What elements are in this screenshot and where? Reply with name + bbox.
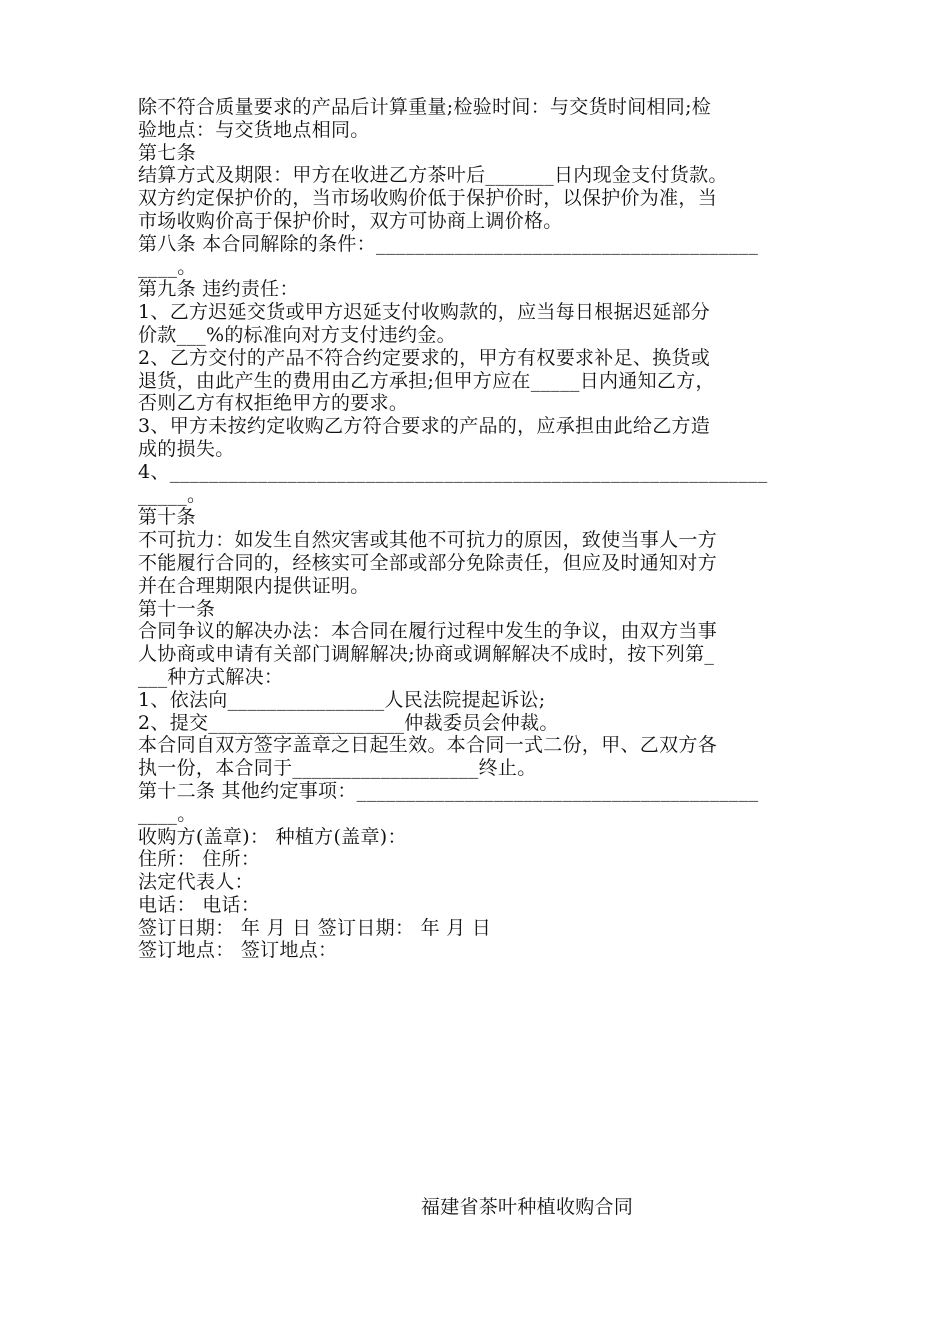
text-line: 验地点：与交货地点相同。 [138,118,370,141]
text-line: 1、乙方迟延交货或甲方迟延支付收购款的，应当每日根据迟延部分 [138,301,711,324]
contract-body [138,96,818,962]
article-heading: 第十二条 其他约定事项：_________________________________________ [138,779,759,802]
document-footer-title: 福建省茶叶种植收购合同 [420,1196,634,1218]
text-line: 双方约定保护价的，当市场收购价低于保护价时，以保护价为准，当 [138,187,718,210]
signature-line: 签订地点： 签订地点： [138,939,338,962]
text-line: 退货，由此产生的费用由乙方承担;但甲方应在_____日内通知乙方， [138,369,715,392]
article-heading: 第十条 [138,506,196,529]
text-line: ____。 [138,255,197,278]
text-line: 并在合理期限内提供证明。 [138,574,370,597]
article-heading: 第九条 违约责任： [138,278,299,301]
text-line: _____。 [138,483,207,506]
text-line: 成的损失。 [138,437,235,460]
text-line: 4、_____________________________________________________________ [138,460,768,483]
signature-line: 法定代表人： [138,871,254,894]
text-line: 3、甲方未按约定收购乙方符合要求的产品的，应承担由此给乙方造 [138,415,711,438]
text-line: ____。 [138,802,197,825]
signature-line: 签订日期： 年 月 日 签订日期： 年 月 日 [138,916,492,939]
article-heading: 第七条 [138,141,196,164]
text-line: 2、乙方交付的产品不符合约定要求的，甲方有权要求补足、换货或 [138,346,711,369]
text-line: 1、依法向________________人民法院提起诉讼; [138,688,546,711]
text-line: 不能履行合同的，经核实可全部或部分免除责任，但应及时通知对方 [138,551,718,574]
signature-line: 收购方(盖章)： 种植方(盖章)： [138,825,407,848]
text-line: 价款___%的标准向对方支付违约金。 [138,323,456,346]
text-line: 不可抗力：如发生自然灾害或其他不可抗力的原因，致使当事人一方 [138,529,718,552]
text-line: 结算方式及期限：甲方在收进乙方茶叶后_______日内现金支付货款。 [138,164,728,187]
article-heading: 第十一条 [138,597,216,620]
text-line: 本合同自双方签字盖章之日起生效。本合同一式二份，甲、乙双方各 [138,734,718,757]
text-line: 除不符合质量要求的产品后计算重量;检验时间：与交货时间相同;检 [138,96,712,118]
text-line: ___种方式解决： [138,665,284,688]
article-heading: 第八条 本合同解除的条件：_______________________________________ [138,232,759,255]
signature-line: 住所： 住所： [138,848,261,871]
text-line: 合同争议的解决办法：本合同在履行过程中发生的争议，由双方当事 [138,620,718,643]
text-line: 人协商或申请有关部门调解解决;协商或调解解决不成时，按下列第_ [138,643,715,666]
text-line: 执一份，本合同于___________________终止。 [138,757,537,780]
signature-line: 电话： 电话： [138,893,261,916]
text-line: 否则乙方有权拒绝甲方的要求。 [138,392,409,415]
text-line: 市场收购价高于保护价时，双方可协商上调价格。 [138,209,563,232]
text-line: 2、提交____________________仲裁委员会仲裁。 [138,711,559,734]
